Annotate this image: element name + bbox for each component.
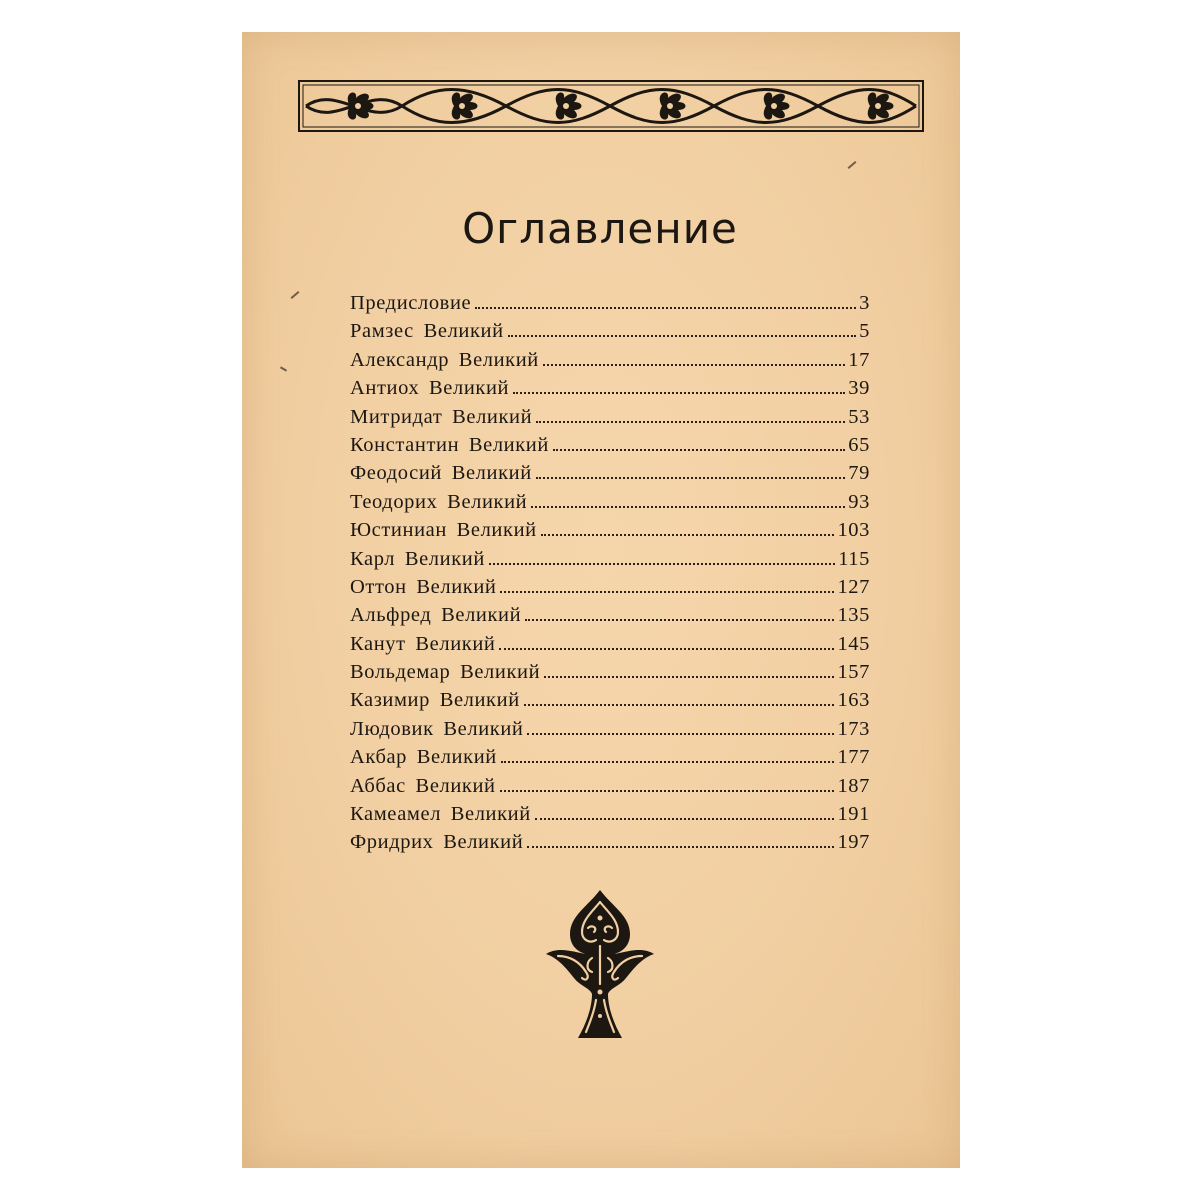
toc-entry xyxy=(350,434,870,462)
dot-leader xyxy=(525,619,834,621)
toc-entry-title: Казимир Великий xyxy=(350,689,520,712)
toc-entry-title: Вольдемар Великий xyxy=(350,661,541,684)
dot-leader xyxy=(541,534,835,536)
toc-entry xyxy=(350,746,870,774)
dot-leader xyxy=(508,335,856,337)
toc-entry-page: 39 xyxy=(848,377,870,400)
toc-entry xyxy=(350,377,870,405)
toc-entry-page: 173 xyxy=(837,717,870,740)
ink-speck xyxy=(280,366,287,371)
toc-entry xyxy=(350,462,870,490)
table-of-contents xyxy=(350,292,870,860)
dot-leader xyxy=(475,307,856,309)
toc-entry xyxy=(350,292,870,320)
ink-speck xyxy=(291,291,300,299)
toc-entry xyxy=(350,718,870,746)
toc-entry-title: Александр Великий xyxy=(350,348,539,371)
toc-entry-page: 115 xyxy=(838,547,870,570)
toc-entry-page: 157 xyxy=(837,661,870,684)
toc-entry xyxy=(350,576,870,604)
dot-leader xyxy=(513,392,845,394)
toc-entry-title: Камеамел Великий xyxy=(350,803,531,826)
toc-entry-page: 135 xyxy=(837,604,870,627)
dot-leader xyxy=(500,591,834,593)
toc-entry-page: 53 xyxy=(848,405,870,428)
toc-entry-title: Аббас Великий xyxy=(350,774,496,797)
dot-leader xyxy=(531,506,845,508)
toc-entry-title: Альфред Великий xyxy=(350,604,522,627)
dot-leader xyxy=(527,846,834,848)
ink-speck xyxy=(848,161,857,169)
dot-leader xyxy=(499,648,834,650)
toc-entry-page: 93 xyxy=(848,490,870,513)
toc-entry-page: 197 xyxy=(837,831,870,854)
toc-entry-page: 3 xyxy=(859,292,870,314)
toc-entry xyxy=(350,604,870,632)
toc-entry-page: 127 xyxy=(837,575,870,598)
toc-entry xyxy=(350,633,870,661)
toc-entry-page: 17 xyxy=(848,348,870,371)
toc-entry-page: 177 xyxy=(837,746,870,769)
toc-entry xyxy=(350,775,870,803)
dot-leader xyxy=(536,477,846,479)
toc-entry-title: Людовик Великий xyxy=(350,717,524,740)
dot-leader xyxy=(553,449,845,451)
toc-entry-title: Теодорих Великий xyxy=(350,490,528,513)
toc-entry xyxy=(350,349,870,377)
toc-entry xyxy=(350,548,870,576)
ornamental-band-icon xyxy=(298,80,924,132)
fleuron-icon xyxy=(540,888,660,1048)
toc-entry-title: Фридрих Великий xyxy=(350,831,524,854)
toc-entry-page: 191 xyxy=(837,803,870,826)
dot-leader xyxy=(489,563,835,565)
toc-entry-title: Карл Великий xyxy=(350,547,485,570)
dot-leader xyxy=(544,676,834,678)
toc-entry-title: Рамзес Великий xyxy=(350,320,504,343)
toc-entry-title: Оттон Великий xyxy=(350,575,497,598)
toc-entry-title: Канут Великий xyxy=(350,632,496,655)
dot-leader xyxy=(535,818,835,820)
toc-entry-page: 79 xyxy=(848,462,870,485)
page-title: Оглавление xyxy=(462,204,738,253)
toc-entry xyxy=(350,406,870,434)
dot-leader xyxy=(543,364,845,366)
toc-entry-page: 103 xyxy=(837,519,870,542)
toc-entry xyxy=(350,519,870,547)
dot-leader xyxy=(501,761,835,763)
dot-leader xyxy=(536,421,845,423)
toc-entry-title: Юстиниан Великий xyxy=(350,519,537,542)
toc-entry xyxy=(350,803,870,831)
toc-entry-title: Митридат Великий xyxy=(350,405,533,428)
toc-entry-title: Феодосий Великий xyxy=(350,462,532,485)
toc-entry xyxy=(350,831,870,859)
toc-entry-page: 65 xyxy=(848,433,870,456)
toc-entry-title: Антиох Великий xyxy=(350,377,510,400)
toc-entry-title: Акбар Великий xyxy=(350,746,497,769)
dot-leader xyxy=(524,704,835,706)
toc-entry xyxy=(350,491,870,519)
toc-entry xyxy=(350,689,870,717)
toc-entry xyxy=(350,661,870,689)
toc-entry-page: 163 xyxy=(837,689,870,712)
toc-entry xyxy=(350,320,870,348)
toc-entry-title: Константин Великий xyxy=(350,433,549,456)
toc-entry-page: 5 xyxy=(859,320,870,343)
toc-entry-title: Предисловие xyxy=(350,292,472,314)
toc-entry-page: 145 xyxy=(837,632,870,655)
dot-leader xyxy=(500,790,835,792)
toc-entry-page: 187 xyxy=(837,774,870,797)
dot-leader xyxy=(527,733,834,735)
